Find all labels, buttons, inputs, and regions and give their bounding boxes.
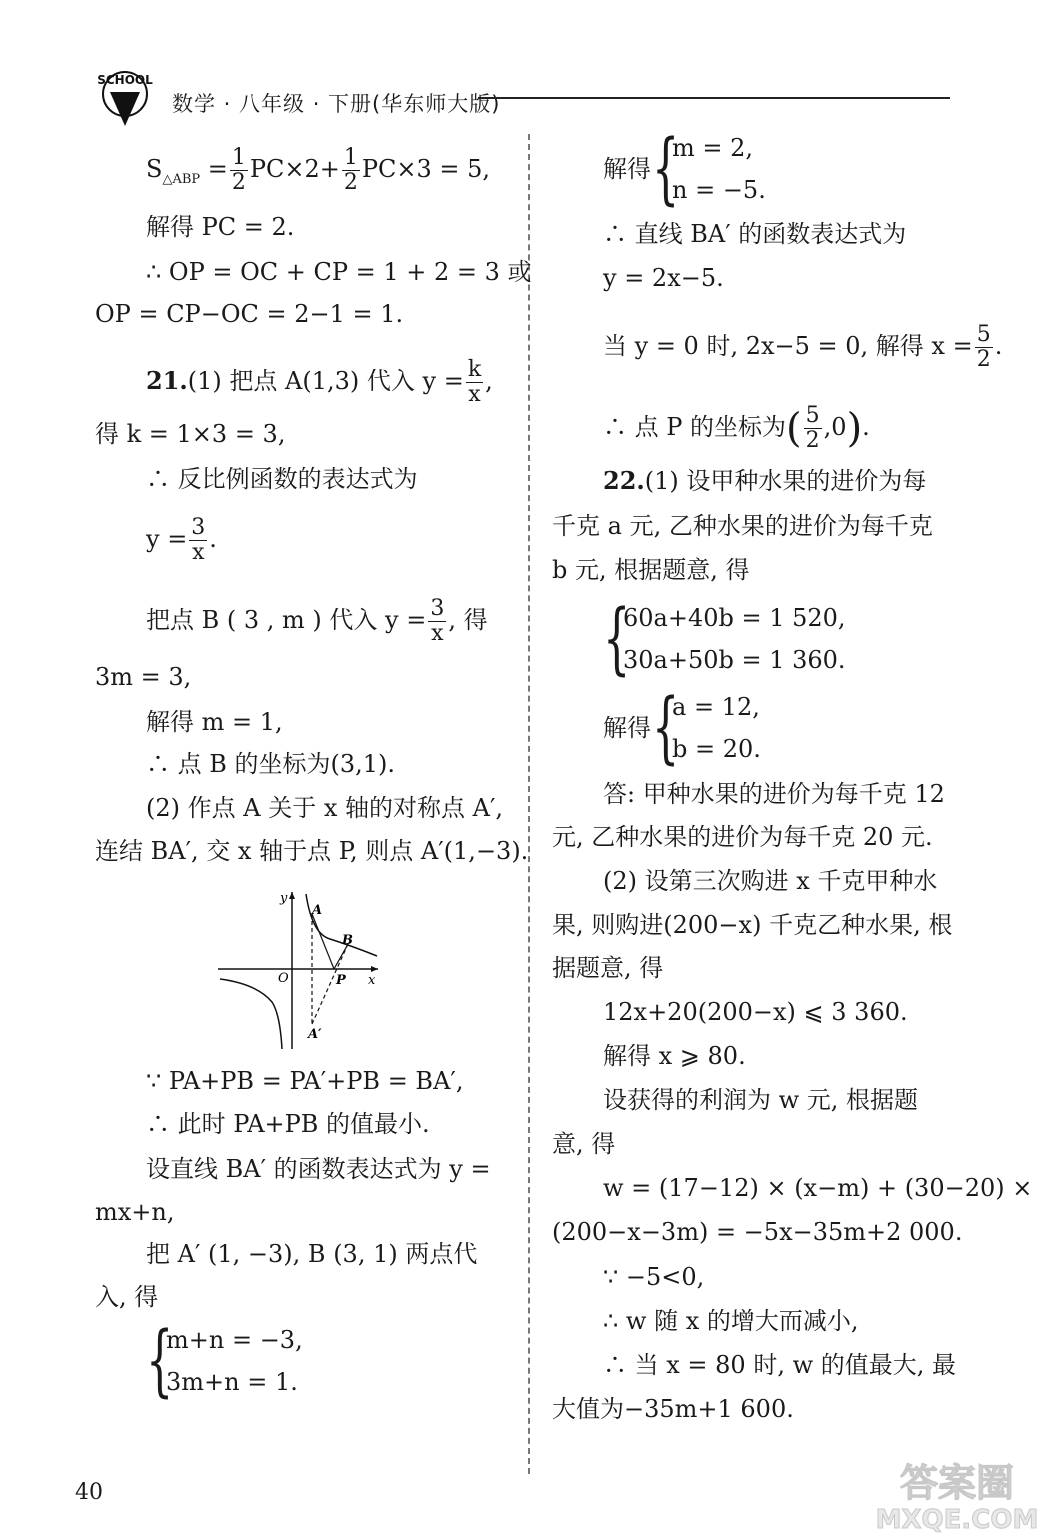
text-line: ∴ 点 B 的坐标为(3,1). [146,750,396,778]
text-line: ∵ PA+PB = PA′+PB = BA′, [146,1067,464,1095]
label-y: y [280,891,288,906]
substitute-b: 把点 B ( 3 , m ) 代入 y = $\frac{3}{x}$ , 得 [146,596,488,646]
text-line: 解得 [603,155,651,183]
text-line: ∴ 直线 BA′ 的函数表达式为 [603,220,907,248]
text-line: 连结 BA′, 交 x 轴于点 P, 则点 A′(1,−3). [95,837,529,865]
header-title: 数学 · 八年级 · 下册(华东师大版) [172,92,501,116]
text-line: ∵ −5<0, [603,1263,705,1291]
text-line: 解得 PC = 2. [146,213,295,241]
text-line: 果, 则购进(200−x) 千克乙种水果, 根 [552,911,953,939]
text-line: ∴ 当 x = 80 时, w 的值最大, 最 [603,1351,957,1379]
header-rule [478,97,950,99]
text-line: ∴ 此时 PA+PB 的值最小. [146,1110,430,1138]
text-line: b 元, 根据题意, 得 [552,556,750,584]
logo-text: SCHOOL [97,73,153,87]
text-line: 据题意, 得 [552,954,664,982]
text-line: 设直线 BA′ 的函数表达式为 y = [146,1155,491,1183]
label-o: O [278,971,289,986]
watermark-bottom-text: MXQE.COM [875,1505,1039,1534]
label-a: A [312,903,323,918]
school-logo [90,66,160,130]
equation-system: { a = 12, b = 20. [652,683,761,773]
text-line: 12x+20(200−x) ⩽ 3 360. [603,998,908,1026]
problem-22-intro: 22.(1) 设甲种水果的进价为每 [603,466,927,495]
text-line: 解得 m = 1, [146,708,283,736]
label-a-prime: A′ [308,1027,322,1042]
text-line: ∴ 反比例函数的表达式为 [146,465,418,493]
label-p: P [336,973,346,988]
text-line: 元, 乙种水果的进价为每千克 20 元. [552,823,933,851]
text-line: w = (17−12) × (x−m) + (30−20) × [603,1174,1033,1202]
page-number: 40 [75,1480,103,1505]
equation-system: { m+n = −3, 3m+n = 1. [146,1316,303,1406]
text-line: 大值为−35m+1 600. [552,1395,794,1423]
problem-21-intro: 21.(1) 把点 A(1,3) 代入 y = $\frac{k}{x}$ , [146,357,493,407]
text-line: 解得 [603,714,651,742]
column-divider [528,134,530,1474]
equation-system: { m = 2, n = −5. [652,124,766,214]
area-equation: $S_{\triangle ABP}$ = $\frac{1}{2}$ PC×2+ $\frac{1}{2}$ PC×3 = 5, [146,145,491,195]
reflection-graph [212,884,392,1054]
text-line: 3m = 3, [95,663,192,691]
label-x: x [368,973,376,988]
text-line: y = 2x−5. [603,264,724,292]
text-line: OP = CP−OC = 2−1 = 1. [95,300,404,328]
text-line: (2) 作点 A 关于 x 轴的对称点 A′, [146,794,504,822]
watermark-logo [862,1456,1052,1534]
text-line: 设获得的利润为 w 元, 根据题 [603,1086,919,1114]
text-line: 得 k = 1×3 = 3, [95,420,286,448]
text-line: mx+n, [95,1198,175,1226]
text-line: 千克 a 元, 乙种水果的进价为每千克 [552,512,933,540]
text-line: (2) 设第三次购进 x 千克甲种水 [603,867,938,895]
label-b: B [342,933,353,948]
function-expression: y = $\frac{3}{x}$ . [146,515,217,565]
point-p-line: ∴ 点 P 的坐标为( $\frac{5}{2}$ ,0). [603,403,870,453]
text-line: 入, 得 [95,1283,159,1311]
equation-system: { 60a+40b = 1 520, 30a+50b = 1 360. [603,594,846,684]
solve-x-line: 当 y = 0 时, 2x−5 = 0, 解得 x = $\frac{5}{2}$ . [603,322,1003,372]
text-line: ∴ w 随 x 的增大而减小, [603,1307,859,1335]
text-line: (200−x−3m) = −5x−35m+2 000. [552,1218,963,1246]
text-line: 意, 得 [552,1130,616,1158]
hyperbola-branch-2 [220,979,282,1049]
text-line: ∴ OP = OC + CP = 1 + 2 = 3 或 [146,258,532,286]
text-line: 解得 x ⩾ 80. [603,1042,746,1070]
watermark-top-text: 答案圈 [899,1461,1015,1505]
text-line: 把 A′ (1, −3), B (3, 1) 两点代 [146,1240,478,1268]
text-line: 答: 甲种水果的进价为每千克 12 [603,780,945,808]
